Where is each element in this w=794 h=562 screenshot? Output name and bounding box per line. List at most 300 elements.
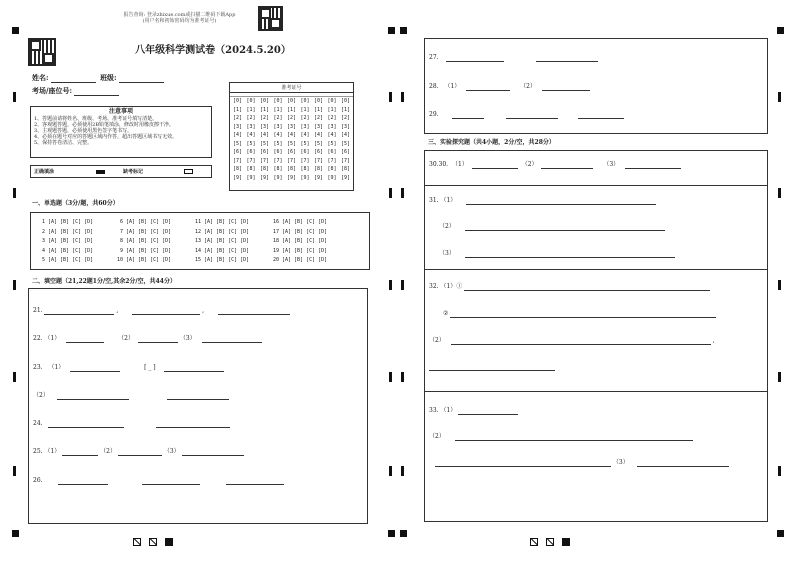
mcq-item[interactable] xyxy=(115,248,171,254)
admission-digit-bubble[interactable]: [5] xyxy=(246,140,256,147)
q30-part2: （2） xyxy=(521,161,538,168)
admission-digit-bubble[interactable]: [9] xyxy=(300,174,310,181)
class-field[interactable] xyxy=(119,75,164,83)
admission-digit-bubble[interactable]: [3] xyxy=(260,123,270,130)
q30-blank-1[interactable] xyxy=(472,161,518,169)
page-mark-left xyxy=(133,531,173,550)
timing-mark xyxy=(401,466,404,476)
admission-digit-column xyxy=(314,97,323,182)
corner-mark xyxy=(777,530,784,537)
mcq-options[interactable]: [A] [B] [C] [D] xyxy=(282,228,328,235)
mcq-options[interactable]: [A] [B] [C] [D] xyxy=(48,238,94,244)
question-28 xyxy=(429,83,590,91)
admission-digit-bubble[interactable]: [4] xyxy=(314,132,324,138)
q25-label: 25. xyxy=(33,448,43,455)
notice-item: 3、主观题答题，必须使用黑色签字笔书写。 xyxy=(34,128,133,134)
admission-digit-bubble[interactable]: [0] xyxy=(246,98,256,104)
absent-checkbox[interactable] xyxy=(184,169,193,174)
mcq-options[interactable]: [A] [B] [C] [D] xyxy=(204,238,250,244)
admission-digit-bubble[interactable]: [6] xyxy=(341,149,351,155)
q21-blank-1[interactable] xyxy=(44,307,114,315)
admission-digit-bubble[interactable]: [7] xyxy=(287,157,297,164)
admission-digit-bubble[interactable]: [8] xyxy=(287,166,297,172)
admission-digit-bubble[interactable]: [8] xyxy=(341,166,351,172)
name-label: 姓名: xyxy=(32,73,49,82)
q31-blank-1[interactable] xyxy=(466,197,656,205)
q24-blank-2[interactable] xyxy=(156,420,230,428)
q31-part3: （3） xyxy=(439,250,455,257)
timing-mark xyxy=(778,280,781,290)
q22-blank-3[interactable] xyxy=(202,335,262,343)
q33-part3: （3） xyxy=(612,459,629,466)
mcq-item[interactable] xyxy=(193,257,249,263)
q29-blank-3[interactable] xyxy=(578,111,624,119)
question-31 xyxy=(429,197,656,205)
q23-part2: （2） xyxy=(33,392,49,399)
page-mark-right xyxy=(530,531,570,550)
admission-digit-bubble[interactable]: [0] xyxy=(233,98,243,104)
mcq-number: 4 xyxy=(41,247,45,254)
question-23 xyxy=(33,364,224,372)
admission-digit-bubble[interactable]: [4] xyxy=(233,132,243,138)
timing-mark xyxy=(389,372,392,382)
admission-digit-bubble[interactable]: [1] xyxy=(246,106,256,113)
header-line1: 报告查询: 登录zhixue.com或扫描二维码下载App xyxy=(123,12,236,18)
q21-sep: , xyxy=(116,307,119,314)
mcq-item[interactable] xyxy=(37,257,93,263)
q33-blank-4[interactable] xyxy=(637,459,729,467)
admission-digit-bubble[interactable]: [4] xyxy=(300,132,310,138)
admission-digit-bubble[interactable]: [5] xyxy=(287,140,297,147)
admission-digit-bubble[interactable]: [9] xyxy=(246,174,256,181)
question-30 xyxy=(429,161,681,169)
mcq-options[interactable]: [A] [B] [C] [D] xyxy=(204,247,250,254)
question-25 xyxy=(33,448,244,456)
admission-digit-bubble[interactable]: [2] xyxy=(233,115,243,121)
right-top-box xyxy=(424,38,768,134)
mcq-box xyxy=(30,212,370,270)
admission-digit-bubble[interactable]: [6] xyxy=(246,149,256,155)
mcq-options[interactable]: [A] [B] [C] [D] xyxy=(282,238,328,244)
mcq-number: 8 xyxy=(119,238,123,244)
mcq-item[interactable] xyxy=(37,229,93,235)
question-33-3 xyxy=(435,459,729,467)
admission-digit-bubble[interactable]: [3] xyxy=(233,123,243,130)
admission-digit-column xyxy=(287,97,296,182)
q30-part1: （1） xyxy=(452,161,468,168)
mcq-options[interactable]: [A] [B] [C] [D] xyxy=(126,219,172,225)
question-31-3 xyxy=(439,250,675,258)
mcq-item[interactable] xyxy=(115,219,171,225)
mcq-options[interactable]: [A] [B] [C] [D] xyxy=(126,238,172,244)
mcq-options[interactable]: [A] [B] [C] [D] xyxy=(204,228,250,235)
divider xyxy=(425,391,767,392)
mcq-options[interactable]: [A] [B] [C] [D] xyxy=(126,228,172,235)
q32-part2: （2） xyxy=(429,337,445,344)
admission-digit-bubble[interactable]: [7] xyxy=(233,157,243,164)
question-32-3 xyxy=(429,363,555,371)
admission-digit-bubble[interactable]: [4] xyxy=(287,132,297,138)
divider xyxy=(425,269,767,270)
admission-digit-bubble[interactable]: [1] xyxy=(260,106,270,113)
admission-digit-bubble[interactable]: [0] xyxy=(273,98,283,104)
correct-fill-label: 正确填涂 xyxy=(34,169,55,175)
mcq-options[interactable]: [A] [B] [C] [D] xyxy=(204,257,250,263)
mcq-item[interactable] xyxy=(37,219,93,225)
q31-blank-3[interactable] xyxy=(465,250,675,258)
admission-digit-bubble[interactable]: [8] xyxy=(246,166,256,172)
mcq-item[interactable] xyxy=(271,238,327,244)
admission-digit-bubble[interactable]: [4] xyxy=(273,132,283,138)
admission-digit-bubble[interactable]: [9] xyxy=(287,174,297,181)
q26-blank-1[interactable] xyxy=(58,477,108,485)
admission-digit-bubble[interactable]: [2] xyxy=(287,115,297,121)
question-22 xyxy=(33,335,262,343)
q31-blank-2[interactable] xyxy=(465,223,665,231)
qr-code-icon[interactable] xyxy=(258,6,283,31)
admission-digit-bubble[interactable]: [6] xyxy=(300,149,310,155)
corner-mark xyxy=(400,27,407,34)
mcq-item[interactable] xyxy=(193,248,249,254)
q32-blank-2[interactable] xyxy=(450,310,716,318)
admission-digit-bubble[interactable]: [1] xyxy=(314,106,324,113)
name-field[interactable] xyxy=(51,75,96,83)
q25-part3: （3） xyxy=(163,448,180,455)
timing-mark xyxy=(13,280,16,290)
q28-label: 28. xyxy=(429,83,439,90)
admission-digit-column xyxy=(274,97,283,182)
mcq-number: 11 xyxy=(194,219,201,225)
q32-blank-3[interactable] xyxy=(451,337,711,345)
admission-digit-bubble[interactable]: [3] xyxy=(341,123,351,130)
question-26 xyxy=(33,477,284,485)
timing-mark xyxy=(13,372,16,382)
admission-digit-bubble[interactable]: [5] xyxy=(314,140,324,147)
admission-digit-bubble[interactable]: [6] xyxy=(260,149,270,155)
mcq-item[interactable] xyxy=(115,229,171,235)
admission-digit-bubble[interactable]: [1] xyxy=(300,106,310,113)
mcq-options[interactable]: [A] [B] [C] [D] xyxy=(48,228,94,235)
mcq-item[interactable] xyxy=(193,229,249,235)
admission-digit-bubble[interactable]: [5] xyxy=(341,140,351,147)
q22-part3: （3） xyxy=(179,335,196,342)
admission-digit-bubble[interactable]: [3] xyxy=(327,123,337,130)
q24-label: 24. xyxy=(33,420,43,427)
q22-blank-2[interactable] xyxy=(138,335,178,343)
admission-digit-bubble[interactable]: [2] xyxy=(300,115,310,121)
corner-mark xyxy=(388,27,395,34)
mcq-number: 6 xyxy=(119,219,123,225)
admission-digit-bubble[interactable]: [6] xyxy=(314,149,324,155)
timing-mark xyxy=(389,466,392,476)
q29-label: 29. xyxy=(429,111,439,118)
q22-blank-1[interactable] xyxy=(66,335,104,343)
q28-part2: （2） xyxy=(520,83,536,90)
admission-digit-bubble[interactable]: [1] xyxy=(341,106,351,113)
admission-digit-bubble[interactable]: [5] xyxy=(327,140,337,147)
filled-box-icon xyxy=(562,538,570,546)
mcq-number: 15 xyxy=(194,257,201,263)
experiment-box xyxy=(424,150,768,522)
admission-digit-bubble[interactable]: [4] xyxy=(327,132,337,138)
mcq-number: 12 xyxy=(194,228,201,235)
q33-part1: （1） xyxy=(440,407,457,414)
mcq-number: 3 xyxy=(41,238,45,244)
admission-digit-bubble[interactable]: [2] xyxy=(246,115,256,121)
student-room-row xyxy=(32,86,119,96)
mcq-options[interactable]: [A] [B] [C] [D] xyxy=(48,247,94,254)
fill-sample-box xyxy=(30,165,212,178)
q21-blank-2[interactable] xyxy=(132,307,200,315)
admission-digit-bubble[interactable]: [7] xyxy=(327,157,337,164)
q33-label: 33. xyxy=(429,407,439,414)
q33-part2: （2） xyxy=(429,433,445,440)
admission-digit-bubble[interactable]: [0] xyxy=(341,98,351,104)
slash-box-icon xyxy=(530,538,538,546)
q23-blank-2[interactable] xyxy=(164,364,224,372)
mcq-number: 9 xyxy=(119,247,123,254)
admission-digit-bubble[interactable]: [6] xyxy=(273,149,283,155)
question-33 xyxy=(429,407,518,415)
mcq-item[interactable] xyxy=(193,238,249,244)
q23-blank-3[interactable] xyxy=(57,392,129,400)
q30-blank-3[interactable] xyxy=(625,161,681,169)
admission-digit-bubble[interactable]: [9] xyxy=(233,174,243,181)
q28-blank-2[interactable] xyxy=(542,83,590,91)
slash-box-icon xyxy=(149,538,157,546)
admission-digit-column xyxy=(233,97,242,182)
admission-digit-bubble[interactable]: [6] xyxy=(327,149,337,155)
mcq-number: 20 xyxy=(272,257,279,263)
admission-digit-bubble[interactable]: [9] xyxy=(327,174,337,181)
admission-digit-bubble[interactable]: [2] xyxy=(341,115,351,121)
mcq-options[interactable]: [A] [B] [C] [D] xyxy=(204,219,250,225)
mcq-number: 5 xyxy=(41,257,45,263)
question-32 xyxy=(429,283,710,291)
divider xyxy=(425,185,767,186)
q25-part1: （1） xyxy=(44,448,61,455)
mcq-item[interactable] xyxy=(37,238,93,244)
admission-digit-bubble[interactable]: [0] xyxy=(314,98,324,104)
correct-fill-sample-icon xyxy=(96,170,105,174)
q32-blank-4[interactable] xyxy=(429,363,555,371)
admission-digit-bubble[interactable]: [9] xyxy=(260,174,270,181)
admission-digit-bubble[interactable]: [4] xyxy=(341,132,351,138)
q30-part3: （3） xyxy=(603,161,620,168)
q27-label: 27. xyxy=(429,54,439,61)
mcq-item[interactable] xyxy=(271,229,327,235)
q31-label: 31. xyxy=(429,197,439,204)
admission-digit-bubble[interactable]: [1] xyxy=(273,106,283,113)
q32-part1b: ② xyxy=(443,310,449,317)
mcq-options[interactable]: [A] [B] [C] [D] xyxy=(48,257,94,263)
admission-digit-column xyxy=(328,97,337,182)
mcq-options[interactable]: [A] [B] [C] [D] xyxy=(126,257,172,263)
slash-box-icon xyxy=(546,538,554,546)
mcq-item[interactable] xyxy=(37,248,93,254)
header-line2: (用户名和初始密码均为准考证号) xyxy=(142,18,217,24)
admission-digit-bubble[interactable]: [2] xyxy=(327,115,337,121)
question-21 xyxy=(33,307,290,315)
admission-digit-bubble[interactable]: [5] xyxy=(260,140,270,147)
q27-blank-1[interactable] xyxy=(446,54,504,62)
admission-digit-bubble[interactable]: [0] xyxy=(300,98,310,104)
mcq-item[interactable] xyxy=(193,219,249,225)
q32-part1: （1）① xyxy=(440,283,463,290)
admission-digit-bubble[interactable]: [5] xyxy=(300,140,310,147)
q28-blank-1[interactable] xyxy=(466,83,510,91)
mcq-number: 17 xyxy=(272,228,279,235)
admission-digit-bubble[interactable]: [3] xyxy=(246,123,256,130)
admission-digit-bubble[interactable]: [8] xyxy=(273,166,283,172)
question-27 xyxy=(429,54,598,62)
q23-blank-4[interactable] xyxy=(167,392,229,400)
notice-item: 1、答题前请将姓名、班级、考场、准考证号填写清楚。 xyxy=(34,116,158,122)
q25-part2: （2） xyxy=(100,448,116,455)
admission-digit-bubble[interactable]: [7] xyxy=(260,157,270,164)
q21-sep: , xyxy=(202,307,205,314)
q25-blank-2[interactable] xyxy=(118,448,162,456)
admission-digit-column xyxy=(301,97,310,182)
q29-blank-1[interactable] xyxy=(452,111,484,119)
question-24 xyxy=(33,420,230,428)
admission-digit-bubble[interactable]: [7] xyxy=(273,157,283,164)
q21-blank-3[interactable] xyxy=(218,307,290,315)
corner-mark xyxy=(12,27,19,34)
admission-digit-bubble[interactable]: [2] xyxy=(273,115,283,121)
mcq-item[interactable] xyxy=(271,219,327,225)
admission-digit-bubble[interactable]: [7] xyxy=(314,157,324,164)
mcq-item[interactable] xyxy=(271,257,327,263)
question-33-2 xyxy=(429,433,693,441)
q26-blank-3[interactable] xyxy=(226,477,284,485)
admission-digit-bubble[interactable]: [6] xyxy=(287,149,297,155)
question-32-1b xyxy=(443,310,716,318)
q33-blank-2[interactable] xyxy=(455,433,693,441)
mcq-options[interactable]: [A] [B] [C] [D] xyxy=(282,257,328,263)
timing-mark xyxy=(401,92,404,102)
mcq-options[interactable]: [A] [B] [C] [D] xyxy=(282,219,328,225)
mcq-item[interactable] xyxy=(271,248,327,254)
admission-digit-bubble[interactable]: [7] xyxy=(341,157,351,164)
admission-digit-bubble[interactable]: [7] xyxy=(246,157,256,164)
q26-blank-2[interactable] xyxy=(142,477,200,485)
admission-digit-column xyxy=(260,97,269,182)
barcode-qr-icon xyxy=(28,38,56,66)
mcq-number: 2 xyxy=(41,228,45,235)
timing-mark xyxy=(13,92,16,102)
q27-blank-2[interactable] xyxy=(536,54,598,62)
notice-item: 2、客观题答题，必须使用2B铅笔填涂，修改时用橡皮擦干净。 xyxy=(34,122,175,128)
q30-blank-2[interactable] xyxy=(541,161,593,169)
corner-mark xyxy=(777,27,784,34)
student-name-row xyxy=(32,73,164,83)
q22-part1: （1） xyxy=(44,335,61,342)
admission-digit-bubble[interactable]: [6] xyxy=(233,149,243,155)
q32-label: 32. xyxy=(429,283,439,290)
slash-box-icon xyxy=(133,538,141,546)
q22-label: 22. xyxy=(33,335,43,342)
admission-digit-bubble[interactable]: [2] xyxy=(260,115,270,121)
mcq-options[interactable]: [A] [B] [C] [D] xyxy=(282,247,328,254)
timing-mark xyxy=(778,188,781,198)
room-field[interactable] xyxy=(74,88,119,96)
corner-mark xyxy=(400,530,407,537)
admission-digit-bubble[interactable]: [3] xyxy=(300,123,310,130)
admission-digit-bubble[interactable]: [0] xyxy=(287,98,297,104)
admission-digit-bubble[interactable]: [5] xyxy=(273,140,283,147)
mcq-item[interactable] xyxy=(115,257,171,263)
q24-blank-1[interactable] xyxy=(48,420,124,428)
question-31-2 xyxy=(439,223,665,231)
q23-bracket: [ _ ] xyxy=(144,364,156,371)
q25-blank-3[interactable] xyxy=(182,448,244,456)
notice-item: 4、必须在题号对应的答题区域内作答，超出答题区域书写无效。 xyxy=(34,134,178,140)
admission-digit-bubble[interactable]: [8] xyxy=(314,166,324,172)
admission-label: 准考证号 xyxy=(230,83,353,93)
admission-digit-bubble[interactable]: [2] xyxy=(314,115,324,121)
q23-part1: （1） xyxy=(48,364,65,371)
notice-box xyxy=(30,106,212,158)
admission-digit-bubble[interactable]: [4] xyxy=(260,132,270,138)
q32-blank-1[interactable] xyxy=(464,283,710,291)
q31-part2: （2） xyxy=(439,223,455,230)
admission-digit-column xyxy=(341,97,350,182)
admission-digit-bubble[interactable]: [0] xyxy=(260,98,270,104)
mcq-item[interactable] xyxy=(115,238,171,244)
admission-digit-bubble[interactable]: [3] xyxy=(314,123,324,130)
q33-blank-1[interactable] xyxy=(458,407,518,415)
admission-digit-bubble[interactable]: [9] xyxy=(273,174,283,181)
admission-digit-bubble[interactable]: [0] xyxy=(327,98,337,104)
admission-digit-bubble[interactable]: [3] xyxy=(287,123,297,130)
admission-grid xyxy=(229,82,354,191)
q29-blank-2[interactable] xyxy=(506,111,558,119)
admission-digit-bubble[interactable]: [9] xyxy=(314,174,324,181)
q33-blank-3[interactable] xyxy=(435,459,611,467)
room-label: 考场/座位号: xyxy=(32,86,73,95)
q31-part1: （1） xyxy=(440,197,457,204)
admission-digit-bubble[interactable]: [8] xyxy=(327,166,337,172)
admission-digit-bubble[interactable]: [5] xyxy=(233,140,243,147)
admission-digit-bubble[interactable]: [3] xyxy=(273,123,283,130)
timing-mark xyxy=(389,280,392,290)
mcq-number: 10 xyxy=(116,257,123,263)
mcq-number: 7 xyxy=(119,228,123,235)
timing-mark xyxy=(401,372,404,382)
question-23-2 xyxy=(33,392,229,400)
mcq-number: 16 xyxy=(272,219,279,225)
admission-digit-bubble[interactable]: [8] xyxy=(233,166,243,172)
admission-digit-bubble[interactable]: [4] xyxy=(246,132,256,138)
admission-digit-bubble[interactable]: [1] xyxy=(327,106,337,113)
admission-digit-bubble[interactable]: [9] xyxy=(341,174,351,181)
q23-blank-1[interactable] xyxy=(70,364,120,372)
mcq-options[interactable]: [A] [B] [C] [D] xyxy=(48,219,94,225)
q25-blank-1[interactable] xyxy=(62,448,98,456)
notice-item: 5、保持答卷清洁、完整。 xyxy=(34,140,93,146)
admission-digit-bubble[interactable]: [1] xyxy=(233,106,243,113)
admission-digit-bubble[interactable]: [7] xyxy=(300,157,310,164)
admission-digit-bubble[interactable]: [1] xyxy=(287,106,297,113)
mcq-number: 18 xyxy=(272,238,279,244)
mcq-number: 14 xyxy=(194,247,201,254)
timing-mark xyxy=(401,280,404,290)
q22-part2: （2） xyxy=(118,335,134,342)
admission-digit-bubble[interactable]: [8] xyxy=(300,166,310,172)
mcq-options[interactable]: [A] [B] [C] [D] xyxy=(126,247,172,254)
admission-digit-bubble[interactable]: [8] xyxy=(260,166,270,172)
